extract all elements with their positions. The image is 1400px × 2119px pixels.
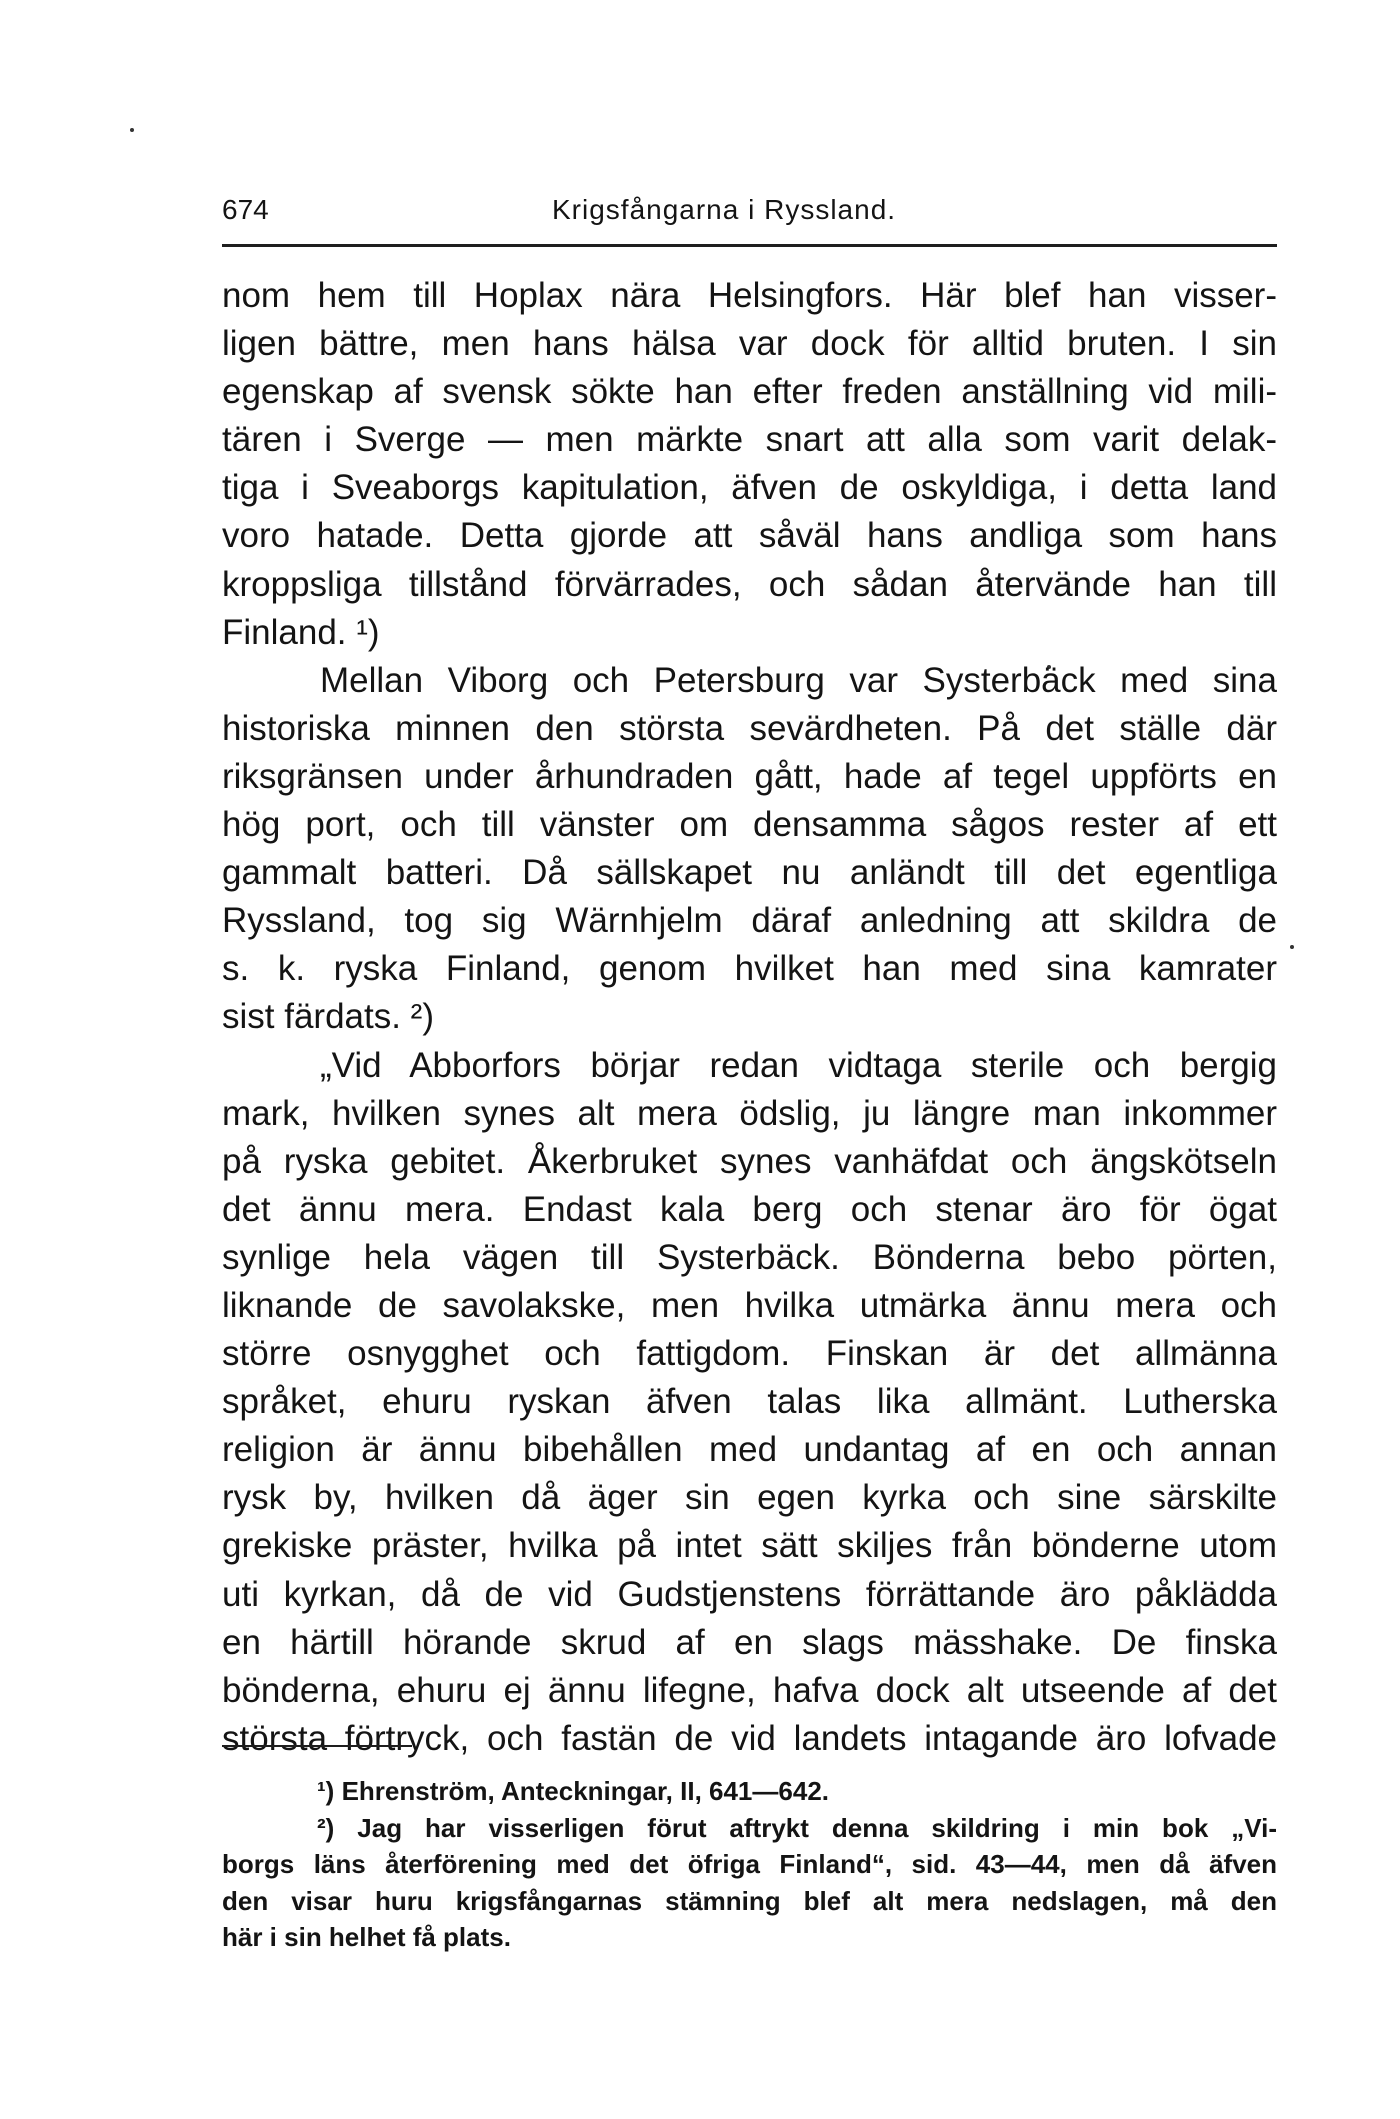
footnote-text: Ehrenström, Anteckningar, II, 641—642. bbox=[341, 1776, 829, 1806]
text-line: Mellan Viborg och Petersburg var Systerbäck med sina bbox=[320, 660, 1277, 700]
text-line: på ryska gebitet. Åkerbruket synes vanhäfdat och ängskötseln bbox=[222, 1141, 1277, 1181]
text-line: mark, hvilken synes alt mera ödslig, ju längre man inkommer bbox=[222, 1093, 1277, 1133]
footnote-line bbox=[222, 1846, 1277, 1883]
text-line: kroppsliga tillstånd förvärrades, och sådan återvände han till bbox=[222, 564, 1277, 604]
text-line: s. k. ryska Finland, genom hvilket han med sina kamrater bbox=[222, 949, 1277, 989]
footnote-text: Jag har visserligen förut aftrykt denna skildring i min bok „Vi- bbox=[357, 1812, 1277, 1843]
text-line: bönderna, ehuru ej ännu lifegne, hafva dock alt utseende af det bbox=[222, 1670, 1277, 1710]
footnote-text: den visar huru krigsfångarnas stämning blef alt mera nedslagen, må den bbox=[222, 1885, 1277, 1916]
text-line: nom hem till Hoplax nära Helsingfors. Här blef han visser- bbox=[222, 276, 1277, 315]
text-line: större osnygghet och fattigdom. Finskan är det allmänna bbox=[222, 1334, 1277, 1374]
text-line: ligen bättre, men hans hälsa var dock för alltid bruten. I sin bbox=[222, 324, 1277, 364]
text-line: riksgränsen under århundraden gått, hade af tegel uppförts en bbox=[222, 756, 1277, 796]
footnotes bbox=[222, 1773, 1277, 1956]
text-line: en härtill hörande skrud af en slags mässhake. De finska bbox=[222, 1622, 1277, 1662]
text-line: historiska minnen den största sevärdheten. På det ställe där bbox=[222, 708, 1277, 748]
text-line: religion är ännu bibehållen med undantag af en och annan bbox=[222, 1430, 1277, 1470]
footnote-line bbox=[222, 1883, 1277, 1920]
footnote-line bbox=[222, 1810, 1277, 1847]
footnote-marker: ¹) bbox=[317, 1776, 335, 1806]
body-text bbox=[222, 272, 1277, 1763]
text-line: voro hatade. Detta gjorde att såväl hans andliga som hans bbox=[222, 516, 1277, 556]
text-line: „Vid Abborfors börjar redan vidtaga sterile och bergig bbox=[320, 1045, 1277, 1085]
footnote-text: borgs läns återförening med det öfriga Finland“, sid. 43—44, men då äfven bbox=[222, 1849, 1277, 1880]
text-line: rysk by, hvilken då äger sin egen kyrka och sine särskilte bbox=[222, 1478, 1277, 1518]
header-rule bbox=[222, 244, 1277, 247]
footnote-marker: ²) bbox=[317, 1812, 335, 1843]
text-line: största förtryck, och fastän de vid landets intagande äro lofvade bbox=[222, 1718, 1277, 1758]
text-line: tären i Sverge — men märkte snart att alla som varit delak- bbox=[222, 420, 1277, 460]
text-line: språket, ehuru ryskan äfven talas lika allmänt. Lutherska bbox=[222, 1382, 1277, 1422]
scan-speck bbox=[1290, 945, 1294, 949]
text-line: det ännu mera. Endast kala berg och stenar äro för ögat bbox=[222, 1189, 1277, 1229]
text-line: synlige hela vägen till Systerbäck. Bönderna bebo pörten, bbox=[222, 1237, 1277, 1277]
footnote-line bbox=[222, 1919, 1277, 1956]
text-line: gammalt batteri. Då sällskapet nu anländt till det egentliga bbox=[222, 853, 1277, 893]
running-header bbox=[222, 190, 1277, 230]
footnote-text: här i sin helhet få plats. bbox=[222, 1922, 511, 1953]
text-line: tiga i Sveaborgs kapitulation, äfven de oskyldiga, i detta land bbox=[222, 468, 1277, 508]
footnote-rule bbox=[222, 1745, 412, 1747]
text-line: uti kyrkan, då de vid Gudstjenstens förrättande äro påklädda bbox=[222, 1574, 1277, 1614]
text-line: Ryssland, tog sig Wärnhjelm däraf anledning att skildra de bbox=[222, 901, 1277, 941]
footnote-line bbox=[222, 1773, 1277, 1810]
text-line: Finland. ¹) bbox=[222, 612, 380, 652]
text-line: grekiske präster, hvilka på intet sätt skiljes från bönderne utom bbox=[222, 1526, 1277, 1566]
text-line: sist färdats. ²) bbox=[222, 997, 434, 1037]
text-line: egenskap af svensk sökte han efter freden anställning vid mili- bbox=[222, 372, 1277, 412]
text-line: hög port, och till vänster om densamma sågos rester af ett bbox=[222, 805, 1277, 845]
text-line: liknande de savolakske, men hvilka utmärka ännu mera och bbox=[222, 1285, 1277, 1325]
page-number: 674 bbox=[222, 194, 269, 225]
running-title: Krigsfångarna i Ryssland. bbox=[552, 194, 897, 225]
scan-speck bbox=[130, 128, 134, 132]
